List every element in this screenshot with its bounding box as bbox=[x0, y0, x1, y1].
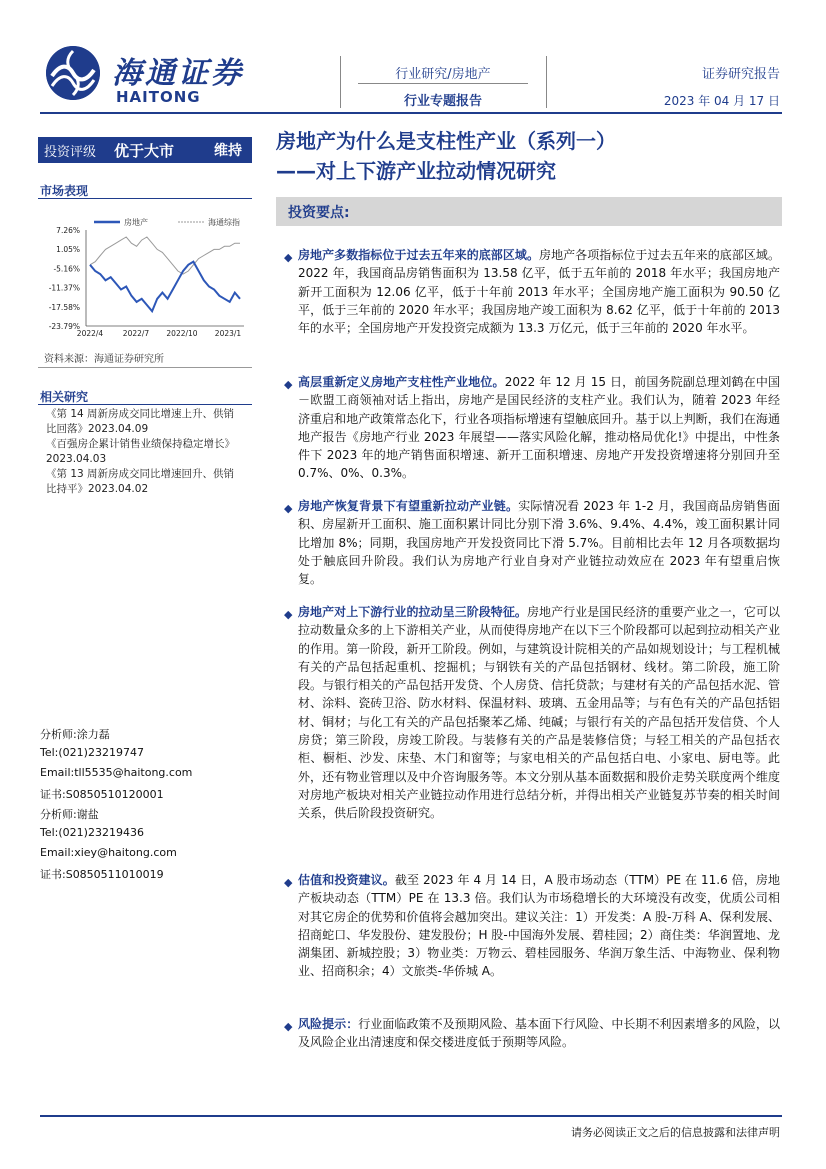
section-rule bbox=[38, 404, 252, 405]
bullet-icon: ◆ bbox=[284, 378, 293, 391]
key-point-paragraph bbox=[286, 246, 780, 337]
related-report-item[interactable]: 《第 14 周新房成交同比增速上升、供销 比回落》2023.04.09 bbox=[46, 408, 235, 435]
key-point-body: 房地产各项指标位于过去五年来的底部区域。2022 年，我国商品房销售面积为 13.58 亿平，低于五年前的 2018 年水平；我国房地产新开工面积为 12.06 亿平，低于十年前 2013 年水平；全国房地产施工面积为 90.50 亿平，低于三年前的 2020 年水平；我国房地产竣工面积为 8.62 亿平，低于十年前的 2013 年的水平；全国房地产开发投资完成额为 13.3 万亿元，低于三年前的 2020 年水平。 bbox=[298, 248, 780, 336]
x-tick-label: 2023/1 bbox=[214, 329, 242, 338]
y-tick-label: 7.26% bbox=[56, 226, 80, 235]
key-point-paragraph bbox=[286, 603, 780, 823]
investment-rating-box bbox=[38, 137, 252, 163]
key-point-paragraph bbox=[286, 871, 780, 981]
bullet-icon: ◆ bbox=[284, 251, 293, 264]
analyst-cert: 证书:S0850510120001 bbox=[40, 788, 164, 801]
header-middle-rule bbox=[358, 83, 528, 84]
report-category: 行业研究/房地产 bbox=[395, 67, 491, 82]
key-point-paragraph bbox=[286, 373, 780, 483]
company-logo-icon bbox=[46, 46, 100, 100]
related-report-item[interactable]: 《第 13 周新房成交同比增速回升、供销 比持平》2023.04.02 bbox=[46, 468, 235, 495]
x-tick-label: 2022/10 bbox=[166, 329, 198, 338]
series-line bbox=[90, 262, 240, 312]
key-point-body: 实际情况看 2023 年 1-2 月，我国商品房销售面积、房屋新开工面积、施工面积累计同比分别下滑 3.6%、9.4%、4.4%，竣工面积累计同比增加 8%；同期，我国房地产开发投资同比下滑 5.7%。目前相比去年 12 月各项数据均处于触底回升阶段。我们认为房地产行业自身对产业链拉动效应在 2023 年有望重启恢复。 bbox=[298, 499, 780, 587]
report-type: 行业专题报告 bbox=[403, 94, 482, 109]
report-subtitle: ——对上下游产业拉动情况研究 bbox=[276, 159, 556, 183]
bullet-icon: ◆ bbox=[284, 502, 293, 515]
header-rule bbox=[40, 112, 782, 114]
related-report-item[interactable]: 《百强房企累计销售业绩保持稳定增长》 2023.04.03 bbox=[46, 438, 235, 465]
x-tick-label: 2022/4 bbox=[76, 329, 104, 338]
key-point-heading: 估值和投资建议。 bbox=[298, 873, 395, 887]
key-point-body: 2022 年 12 月 15 日，前国务院副总理刘鹤在中国－欧盟工商领袖对话上指出，房地产是国民经济的支柱产业。我们认为，随着 2023 年经济重启和地产政策常态化下，行业各项指标增速有望触底回升。基于以上判断，我们在海通地产报告《房地产行业 2023 年展望——落实风险化解，推动格局优化!》中提出，中性条件下 2023 年的地产销售面积增速、新开工面积增速、房地产开发投资增速将分别回升至 0.7%、0%、0.3%。 bbox=[298, 375, 780, 481]
legend-label: 海通综指 bbox=[208, 218, 240, 227]
analyst-tel: Tel:(021)23219436 bbox=[40, 826, 144, 839]
rating-label: 投资评级 bbox=[44, 144, 97, 160]
related-section-title: 相关研究 bbox=[40, 390, 89, 404]
key-point-body: 截至 2023 年 4 月 14 日，A 股市场动态（TTM）PE 在 11.6 倍，房地产板块动态（TTM）PE 在 13.3 倍。我们认为市场稳增长的大环境没有改变，优质公司相对其它房企的优势和价值将会越加突出。建议关注：1）开发类：A 股-万科 A、保利发展、招商蛇口、华发股份、建发股份；H 股-中国海外发展、碧桂园；2）商住类：华润置地、龙湖集团、新城控股；3）物业类：万物云、碧桂园服务、华润万象生活、中海物业、保利物业、招商积余；4）文旅类-华侨城 A。 bbox=[298, 873, 780, 979]
key-point-body: 行业面临政策不及预期风险、基本面下行风险、中长期不利因素增多的风险，以及风险企业出清速度和保交楼进度低于预期等风险。 bbox=[298, 1017, 780, 1050]
rating-value: 优于大市 bbox=[114, 141, 175, 160]
bullet-icon: ◆ bbox=[284, 876, 293, 889]
analyst-name: 分析师:涂力磊 bbox=[40, 728, 110, 741]
y-tick-label: -17.58% bbox=[48, 302, 80, 312]
y-tick-label: -5.16% bbox=[53, 264, 80, 274]
bullet-icon: ◆ bbox=[284, 608, 293, 621]
analyst-name: 分析师:谢盐 bbox=[40, 808, 99, 821]
analyst-cert: 证书:S0850511010019 bbox=[40, 868, 164, 881]
key-point-body: 房地产行业是国民经济的重要产业之一，它可以拉动数量众多的上下游相关产业，从而使得房地产在以下三个阶段都可以起到拉动相关产业的作用。第一阶段，新开工阶段。例如，与建筑设计院相关的产品如规划设计；与工程机械有关的产品包括起重机、挖掘机；与钢铁有关的产品包括钢材、线材。第二阶段，施工阶段。与银行相关的产品包括开发贷、个人房贷、信托贷款；与建材有关的产品包括水泥、管材、涂料、瓷砖卫浴、防水材料、保温材料、玻璃、五金用品等；与有色有关的产品包括铝材、铜材；与化工有关的产品包括聚苯乙烯、纯碱；与银行有关的产品包括开发信贷、个人房贷；第三阶段，房竣工阶段。与装修有关的产品是装修信贷；与轻工相关的产品包括衣柜、橱柜、沙发、床垫、木门和窗等；与家电相关的产品包括白电、小家电、厨电等。此外，还有物业管理以及中介咨询服务等。本文分别从基本面数据和股价走势关联度两个维度对房地产板块对相关产业链拉动作用进行总结分析，并得出相关产业链复苏节奏的相关时间关系，供后阶段投资研究。 bbox=[298, 605, 780, 821]
bullet-icon: ◆ bbox=[284, 1020, 293, 1033]
key-points-banner bbox=[276, 197, 782, 226]
report-date: 2023 年 04 月 17 日 bbox=[663, 94, 780, 108]
market-performance-chart bbox=[38, 208, 252, 348]
key-point-heading: 高层重新定义房地产支柱性产业地位。 bbox=[298, 375, 505, 389]
y-tick-label: 1.05% bbox=[56, 245, 80, 255]
y-tick-label: -11.37% bbox=[48, 283, 80, 293]
key-point-paragraph bbox=[286, 1015, 780, 1052]
section-rule bbox=[38, 198, 252, 199]
rating-change: 维持 bbox=[214, 143, 242, 159]
footer-rule bbox=[40, 1115, 782, 1117]
section-rule bbox=[38, 367, 252, 368]
key-point-heading: 房地产对上下游行业的拉动呈三阶段特征。 bbox=[298, 605, 527, 619]
report-title: 房地产为什么是支柱性产业（系列一） bbox=[276, 129, 616, 153]
key-points-label: 投资要点: bbox=[288, 205, 350, 221]
series-line bbox=[90, 237, 240, 274]
report-label: 证券研究报告 bbox=[701, 67, 780, 82]
chart-source: 资料来源：海通证券研究所 bbox=[44, 354, 164, 365]
analyst-email[interactable]: Email:tll5535@haitong.com bbox=[40, 766, 193, 779]
y-tick-label: -23.79% bbox=[48, 322, 80, 331]
footer-disclaimer: 请务必阅读正文之后的信息披露和法律声明 bbox=[571, 1126, 780, 1139]
legend-label: 房地产 bbox=[124, 218, 148, 227]
market-section-title: 市场表现 bbox=[40, 184, 89, 198]
analyst-tel: Tel:(021)23219747 bbox=[40, 746, 144, 759]
key-point-heading: 房地产恢复背景下有望重新拉动产业链。 bbox=[298, 499, 519, 513]
key-point-heading: 房地产多数指标位于过去五年来的底部区域。 bbox=[298, 248, 540, 262]
analyst-email[interactable]: Email:xiey@haitong.com bbox=[40, 846, 177, 859]
logo-chinese-name: 海通证券 bbox=[112, 56, 244, 91]
logo-english-name: HAITONG bbox=[116, 88, 201, 106]
x-tick-label: 2022/7 bbox=[122, 329, 150, 338]
header-divider bbox=[546, 56, 547, 108]
key-point-heading: 风险提示： bbox=[298, 1017, 359, 1031]
key-point-paragraph bbox=[286, 497, 780, 588]
